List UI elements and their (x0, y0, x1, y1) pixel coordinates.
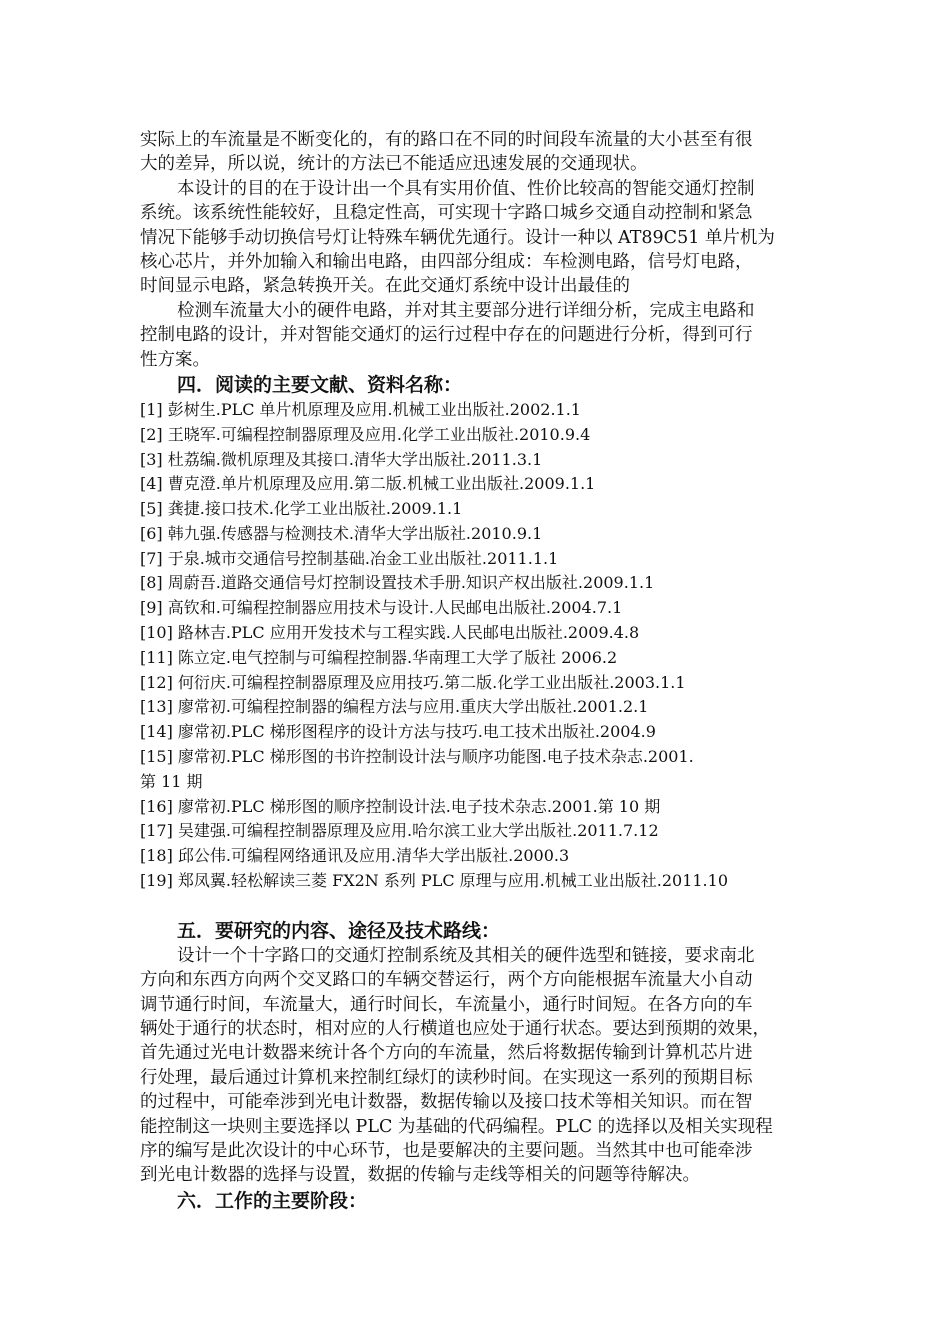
section-heading-research: 五．要研究的内容、途径及技术路线： (177, 919, 501, 942)
section-heading-references: 四．阅读的主要文献、资料名称： (177, 373, 463, 396)
text-line: 系统。该系统性能较好，且稳定性高，可实现十字路口城乡交通自动控制和紧急 (140, 203, 753, 224)
reference-item: [4] 曹克澄.单片机原理及应用.第二版.机械工业出版社.2009.1.1 (140, 474, 596, 494)
reference-item: [3] 杜荔编.微机原理及其接口.清华大学出版社.2011.3.1 (140, 449, 543, 469)
text-line: 调节通行时间，车流量大，通行时间长，车流量小，通行时间短。在各方向的车 (140, 994, 753, 1015)
reference-item: [1] 彭树生.PLC 单片机原理及应用.机械工业出版社.2002.1.1 (140, 399, 581, 419)
text-line: 设计一个十字路口的交通灯控制系统及其相关的硬件选型和链接，要求南北 (177, 945, 755, 966)
reference-item: [8] 周蔚吾.道路交通信号灯控制设置技术手册.知识产权出版社.2009.1.1 (140, 573, 655, 593)
reference-list (140, 398, 820, 894)
reference-item: [15] 廖常初.PLC 梯形图的书许控制设计法与顺序功能图.电子技术杂志.2001. (140, 747, 694, 767)
document-page (140, 128, 820, 1214)
section-spacer (140, 894, 820, 918)
reference-item: [6] 韩九强.传感器与检测技术.清华大学出版社.2010.9.1 (140, 523, 543, 543)
text-line: 的过程中，可能牵涉到光电计数器，数据传输以及接口技术等相关知识。而在智 (140, 1092, 753, 1113)
reference-item: [19] 郑凤翼.轻松解读三菱 FX2N 系列 PLC 原理与应用.机械工业出版社.2011.10 (140, 871, 729, 891)
reference-item: [5] 龚捷.接口技术.化学工业出版社.2009.1.1 (140, 499, 463, 519)
text-line: 辆处于通行的状态时，相对应的人行横道也应处于通行状态。要达到预期的效果， (140, 1019, 770, 1040)
text-line: 序的编写是此次设计的中心环节，也是要解决的主要问题。当然其中也可能牵涉 (140, 1140, 753, 1161)
reference-item: [14] 廖常初.PLC 梯形图程序的设计方法与技巧.电工技术出版社.2004.9 (140, 722, 656, 742)
reference-item-continuation: 第 11 期 (140, 771, 203, 791)
text-line: 控制电路的设计，并对智能交通灯的运行过程中存在的问题进行分析，得到可行 (140, 325, 753, 346)
reference-item: [11] 陈立定.电气控制与可编程控制器.华南理工大学了版社 2006.2 (140, 647, 618, 667)
text-line: 本设计的目的在于设计出一个具有实用价值、性价比较高的智能交通灯控制 (177, 178, 755, 199)
text-line: 行处理，最后通过计算机来控制红绿灯的读秒时间。在实现这一系列的预期目标 (140, 1067, 753, 1088)
text-line: 实际上的车流量是不断变化的，有的路口在不同的时间段车流量的大小甚至有很 (140, 130, 753, 150)
reference-item: [12] 何衍庆.可编程控制器原理及应用技巧.第二版.化学工业出版社.2003.1.1 (140, 672, 686, 692)
reference-item: [17] 吴建强.可编程控制器原理及应用.哈尔滨工业大学出版社.2011.7.12 (140, 821, 659, 841)
reference-item: [7] 于泉.城市交通信号控制基础.冶金工业出版社.2011.1.1 (140, 548, 559, 568)
intro-paragraph (140, 128, 820, 372)
text-line: 到光电计数器的选择与设置，数据的传输与走线等相关的问题等待解决。 (140, 1165, 700, 1186)
text-line: 检测车流量大小的硬件电路，并对其主要部分进行详细分析，完成主电路和 (177, 300, 755, 321)
reference-item: [10] 路林吉.PLC 应用开发技术与工程实践.人民邮电出版社.2009.4.8 (140, 623, 640, 643)
text-line: 方向和东西方向两个交叉路口的车辆交替运行，两个方向能根据车流量大小自动 (140, 970, 753, 991)
text-line: 大的差异，所以说，统计的方法已不能适应迅速发展的交通现状。 (140, 154, 648, 175)
reference-item: [2] 王晓军.可编程控制器原理及应用.化学工业出版社.2010.9.4 (140, 424, 591, 444)
research-paragraph (140, 944, 820, 1188)
text-line: 核心芯片，并外加输入和输出电路，由四部分组成：车检测电路，信号灯电路， (140, 251, 753, 272)
text-line: 首先通过光电计数器来统计各个方向的车流量，然后将数据传输到计算机芯片进 (140, 1043, 753, 1064)
text-line: 能控制这一块则主要选择以 PLC 为基础的代码编程。PLC 的选择以及相关实现程 (140, 1116, 773, 1137)
reference-item: [9] 高钦和.可编程控制器应用技术与设计.人民邮电出版社.2004.7.1 (140, 598, 623, 618)
text-line: 时间显示电路，紧急转换开关。在此交通灯系统中设计出最佳的 (140, 276, 630, 297)
section-heading-stages: 六．工作的主要阶段： (177, 1189, 368, 1212)
reference-item: [18] 邱公伟.可编程网络通讯及应用.清华大学出版社.2000.3 (140, 846, 570, 866)
text-line: 性方案。 (140, 349, 210, 370)
reference-item: [13] 廖常初.可编程控制器的编程方法与应用.重庆大学出版社.2001.2.1 (140, 697, 649, 717)
text-line: 情况下能够手动切换信号灯让特殊车辆优先通行。设计一种以 AT89C51 单片机为 (140, 227, 775, 248)
reference-item: [16] 廖常初.PLC 梯形图的顺序控制设计法.电子技术杂志.2001.第 10 期 (140, 796, 661, 816)
